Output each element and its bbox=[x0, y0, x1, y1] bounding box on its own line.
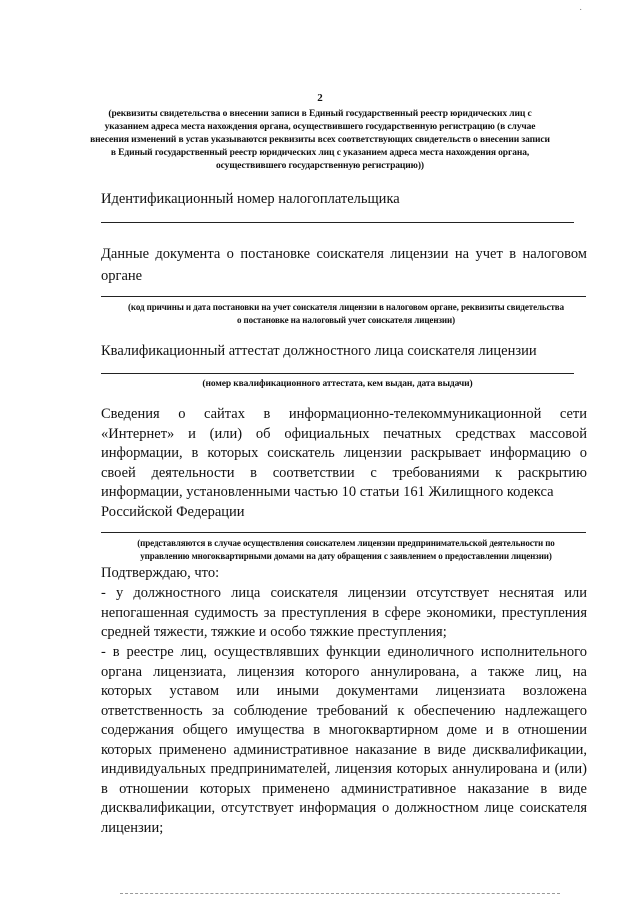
text-line: средней тяжести, тяжкие и особо тяжкие преступления; bbox=[101, 624, 447, 640]
page-number: 2 bbox=[317, 92, 323, 104]
note-line: в Единый государственный реестр юридических лиц с указанием адреса места нахождения органа, bbox=[110, 148, 530, 158]
qualification-label: Квалификационный аттестат должностного лица соискателя лицензии bbox=[101, 343, 537, 359]
websites-note bbox=[96, 537, 596, 563]
text-line: своей деятельности в соответствии с требованиями к раскрытию bbox=[101, 464, 587, 481]
text-line: Данные документа о постановке соискателя лицензии на учет в налоговом bbox=[101, 246, 587, 262]
text-line: которых уставом или иными документами лицензиата возложена bbox=[101, 683, 587, 699]
websites-label bbox=[101, 405, 587, 522]
note-line: указанием адреса места нахождения органа, осуществившего государственную регистрацию (в случае bbox=[104, 122, 536, 132]
text-line: которых применено административное наказание в виде дисквалификации, bbox=[101, 741, 587, 758]
text-line: содержания общего имущества в многоквартирном доме и в отношении bbox=[101, 722, 587, 738]
text-line: в отношении которых применено административное наказание в виде bbox=[101, 780, 587, 797]
confirm-item-criminal-record bbox=[101, 584, 587, 643]
confirm-item-registry bbox=[101, 643, 587, 838]
text-line: информации, установленными частью 10 статьи 161 Жилищного кодекса bbox=[101, 484, 554, 500]
text-line: - у должностного лица соискателя лицензии отсутствует неснятая или bbox=[101, 585, 587, 601]
text-line: информации, в которых соискатель лицензии раскрывает информацию о bbox=[101, 445, 587, 461]
text-line: органе bbox=[101, 268, 143, 284]
tax-registration-label bbox=[101, 243, 587, 287]
text-line: лицензии; bbox=[101, 819, 164, 836]
note-line: управлению многоквартирными домами на дату обращения с заявлением о предоставлении лицензии) bbox=[140, 551, 552, 561]
inn-fill-line bbox=[101, 222, 574, 223]
confirm-title: Подтверждаю, что: bbox=[101, 565, 220, 581]
websites-fill-line bbox=[101, 532, 586, 533]
qualification-note: (номер квалификационного аттестата, кем выдан, дата выдачи) bbox=[202, 379, 473, 389]
registry-note bbox=[90, 108, 550, 173]
scan-edge-line bbox=[120, 893, 560, 894]
text-line: индивидуальных предпринимателей, лицензия которых аннулирована и (или) bbox=[101, 761, 587, 777]
text-line: Российской Федерации bbox=[101, 503, 245, 520]
note-line: внесения изменений в устав указываются реквизиты всех соответствующих свидетельств о внесении записи bbox=[90, 135, 550, 145]
tax-registration-fill-line bbox=[101, 296, 586, 297]
note-line: (представляются в случае осуществления соискателем лицензии предпринимательской деятельности по bbox=[137, 538, 555, 548]
text-line: органа лицензиата, лицензия которого аннулирована, а также лиц, на bbox=[101, 663, 587, 680]
note-line: о постановке на налоговый учет соискателя лицензии) bbox=[236, 315, 455, 325]
qualification-fill-line bbox=[101, 373, 574, 374]
note-line: (код причины и дата постановки на учет соискателя лицензии в налоговом органе, реквизиты свидетельства bbox=[128, 302, 564, 312]
text-line: непогашенная судимость за преступления в сфере экономики, преступления bbox=[101, 604, 587, 621]
text-line: Сведения о сайтах в информационно-телекоммуникационной сети bbox=[101, 406, 587, 422]
text-line: «Интернет» и (или) об официальных печатных средствах массовой bbox=[101, 425, 587, 442]
text-line: ответственность за соблюдение требований к обеспечению надлежащего bbox=[101, 702, 587, 719]
tax-registration-note bbox=[96, 301, 596, 327]
corner-mark: ˙ bbox=[579, 8, 583, 19]
inn-label: Идентификационный номер налогоплательщика bbox=[101, 191, 400, 207]
text-line: дисквалификации, отсутствует информация о должностном лице соискателя bbox=[101, 800, 587, 816]
note-line: осуществившего государственную регистрацию)) bbox=[216, 161, 424, 171]
text-line: - в реестре лиц, осуществлявших функции единоличного исполнительного bbox=[101, 644, 587, 660]
note-line: (реквизиты свидетельства о внесении записи в Единый государственный реестр юридических лиц с bbox=[108, 109, 532, 119]
